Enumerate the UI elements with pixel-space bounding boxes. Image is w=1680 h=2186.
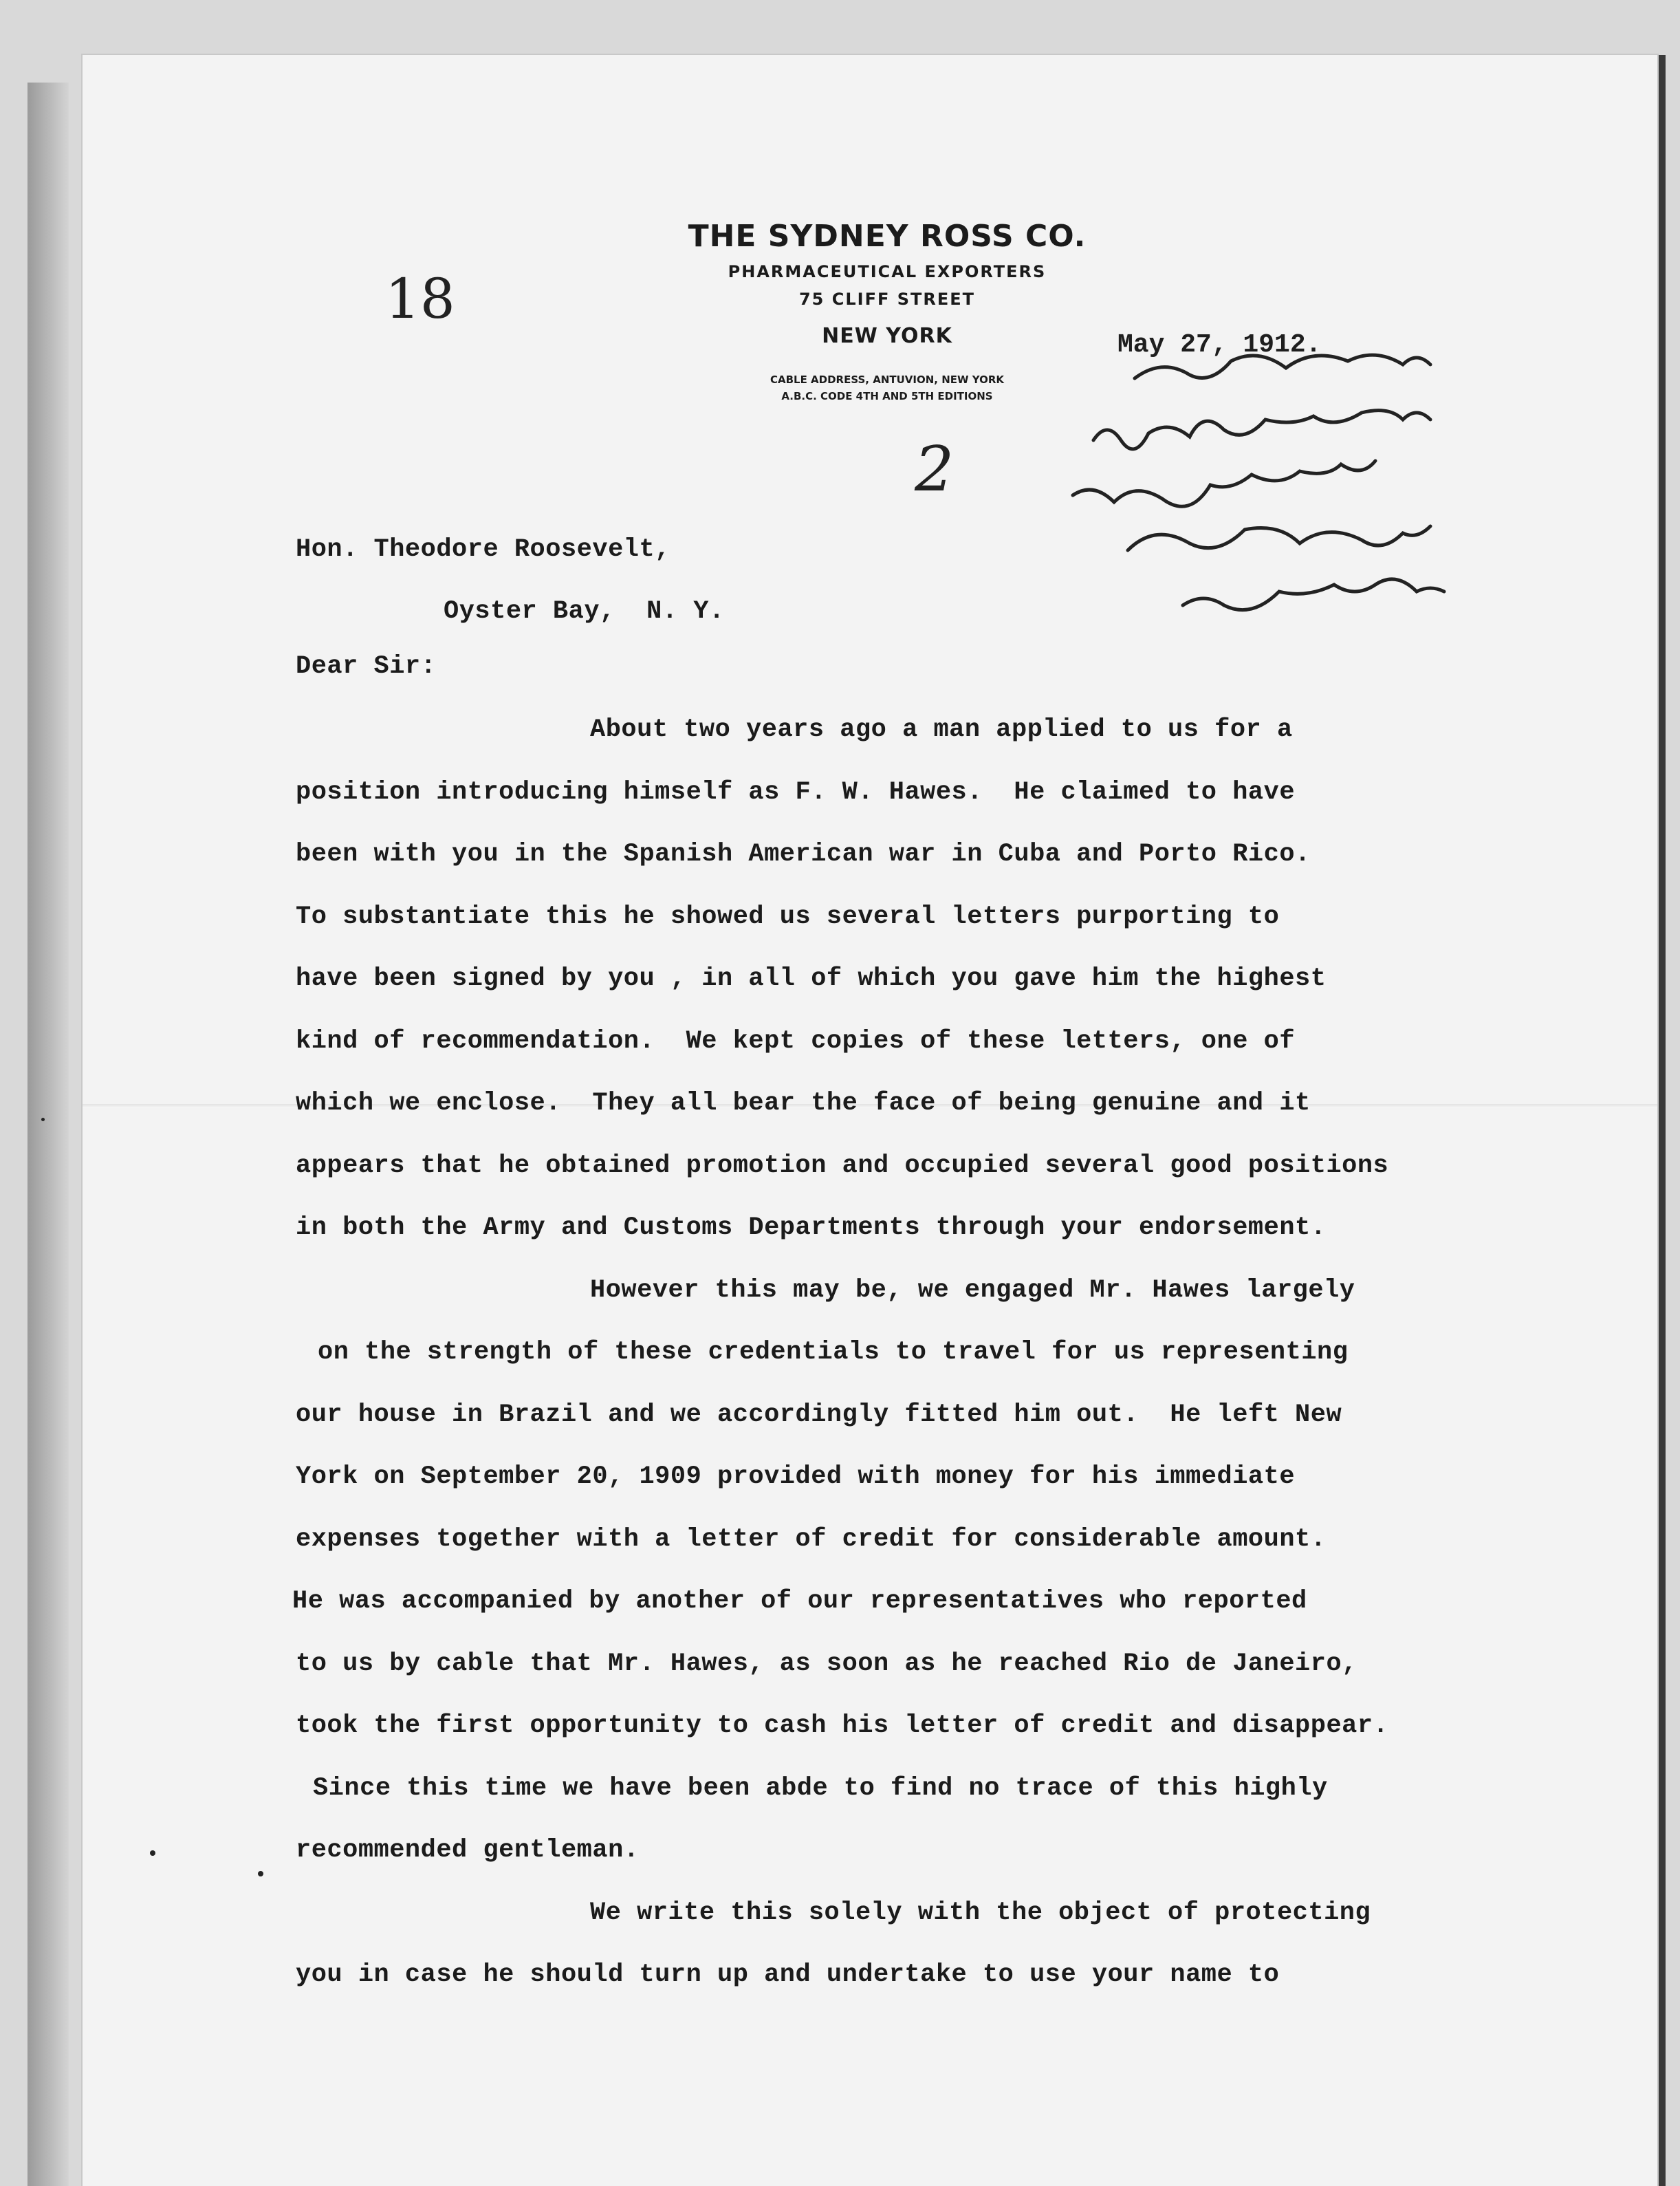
body-line: took the first opportunity to cash his letter of credit and disappear. — [296, 1711, 1389, 1740]
ink-speck — [150, 1850, 155, 1856]
handwritten-page-number: 18 — [385, 267, 455, 331]
letter-date: May 27, 1912. — [1117, 330, 1322, 360]
company-name: THE SYDNEY ROSS CO. — [688, 219, 1087, 254]
page-edge-shadow — [28, 83, 69, 2186]
body-line: However this may be, we engaged Mr. Hawes largely — [590, 1276, 1355, 1305]
ink-speck — [41, 1118, 45, 1121]
body-line: which we enclose. They all bear the face of being genuine and it — [296, 1089, 1311, 1118]
company-tagline: PHARMACEUTICAL EXPORTERS — [728, 262, 1047, 281]
handwritten-mark: 2 — [915, 433, 954, 506]
body-line: York on September 20, 1909 provided with money for his immediate — [296, 1462, 1296, 1491]
company-street: 75 CLIFF STREET — [798, 290, 976, 309]
company-city: NEW YORK — [822, 324, 952, 348]
body-line: on the strength of these credentials to travel for us representing — [318, 1338, 1349, 1367]
code-editions: A.B.C. CODE 4TH AND 5TH EDITIONS — [781, 390, 993, 402]
recipient-name: Hon. Theodore Roosevelt, — [296, 535, 670, 564]
body-line: About two years ago a man applied to us for a — [590, 715, 1293, 744]
shorthand-annotation — [1032, 323, 1616, 653]
body-line: To substantiate this he showed us several letters purporting to — [296, 902, 1280, 931]
cable-address: CABLE ADDRESS, ANTUVION, NEW YORK — [770, 374, 1005, 386]
salutation: Dear Sir: — [296, 652, 437, 681]
body-line: He was accompanied by another of our representatives who reported — [292, 1587, 1307, 1616]
body-line: recommended gentleman. — [296, 1836, 640, 1865]
body-line: in both the Army and Customs Departments through your endorsement. — [296, 1213, 1327, 1242]
body-line: been with you in the Spanish American war in Cuba and Porto Rico. — [296, 840, 1311, 869]
body-line: We write this solely with the object of protecting — [590, 1898, 1371, 1927]
body-line: expenses together with a letter of credit for considerable amount. — [296, 1525, 1327, 1554]
body-line: Since this time we have been abde to find no trace of this highly — [313, 1774, 1328, 1803]
body-line: have been signed by you , in all of which you gave him the highest — [296, 964, 1327, 993]
ink-speck — [258, 1871, 263, 1876]
body-line: appears that he obtained promotion and occupied several good positions — [296, 1151, 1389, 1180]
body-line: position introducing himself as F. W. Hawes. He claimed to have — [296, 778, 1296, 807]
body-line: you in case he should turn up and undertake to use your name to — [296, 1960, 1280, 1989]
body-line: kind of recommendation. We kept copies of these letters, one of — [296, 1027, 1296, 1056]
body-line: to us by cable that Mr. Hawes, as soon as he reached Rio de Janeiro, — [296, 1649, 1357, 1678]
recipient-place: Oyster Bay, N. Y. — [444, 597, 725, 626]
body-line: our house in Brazil and we accordingly fitted him out. He left New — [296, 1400, 1342, 1429]
